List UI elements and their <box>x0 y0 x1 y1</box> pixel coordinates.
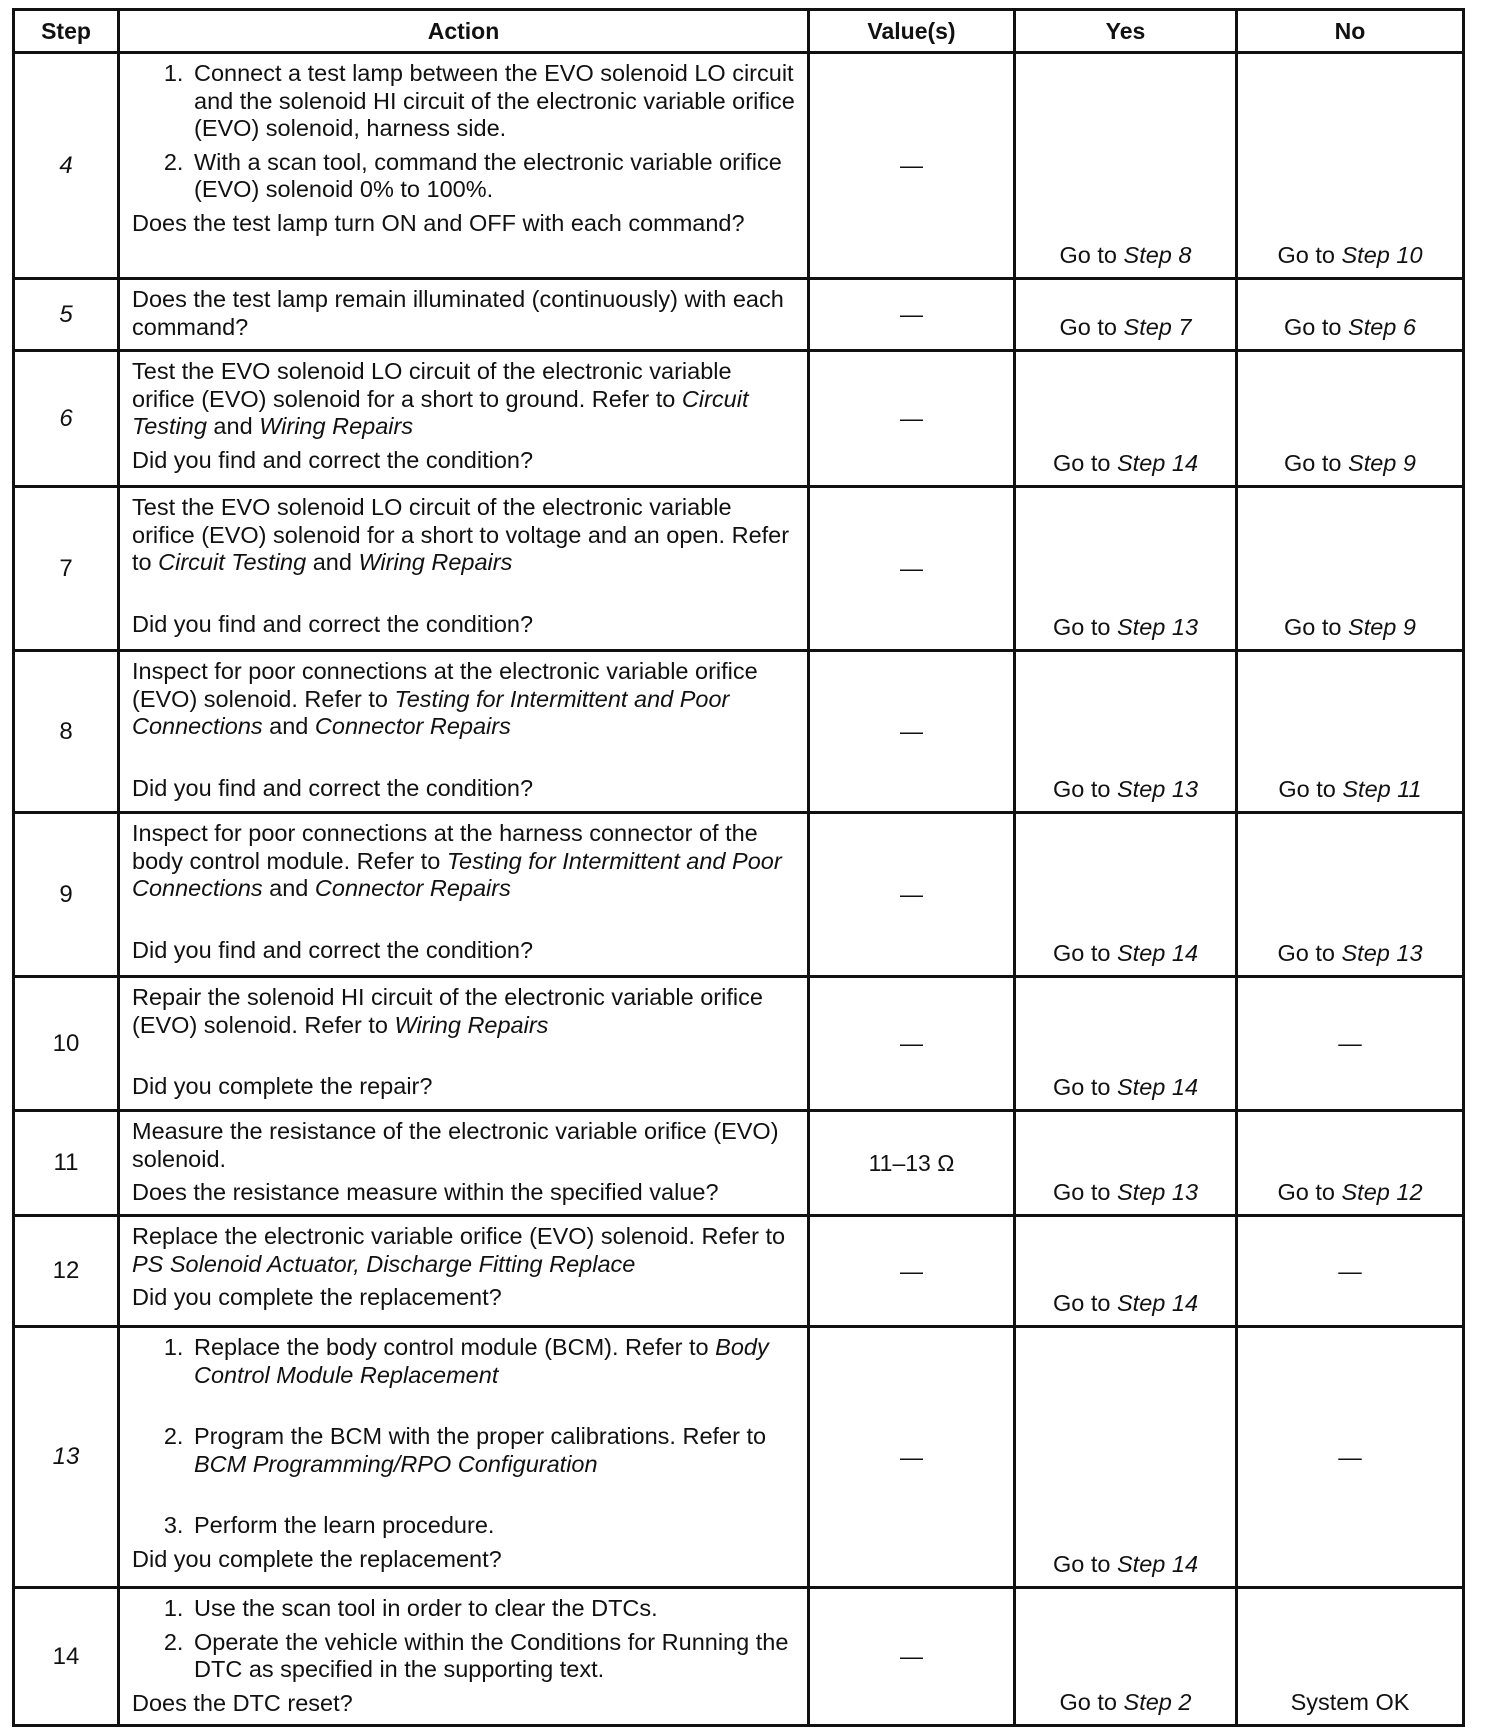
goto-link[interactable]: Go to Step 12 <box>1277 1179 1423 1205</box>
goto-link[interactable]: Go to Step 7 <box>1059 314 1192 340</box>
step-number: 14 <box>14 1588 119 1726</box>
action-question: Did you find and correct the condition? <box>132 936 534 963</box>
action-list-item: 2. Operate the vehicle within the Conditions for Running the DTC as specified in the supporting text. <box>190 1629 799 1684</box>
action-question: Did you complete the replacement? <box>132 1545 502 1572</box>
step-number: 8 <box>14 651 119 813</box>
goto-link[interactable]: Go to Step 14 <box>1052 1074 1199 1100</box>
no-cell <box>1237 53 1464 279</box>
value-cell: — <box>809 279 1015 351</box>
action-question: Did you complete the repair? <box>132 1073 433 1099</box>
value-cell: — <box>809 651 1015 813</box>
step-number: 9 <box>14 813 119 977</box>
goto-link[interactable]: Go to Step 13 <box>1277 940 1423 966</box>
step-number: 6 <box>14 351 119 487</box>
value-cell: — <box>809 977 1015 1111</box>
action-cell <box>119 651 809 813</box>
table-header-row <box>14 10 1464 53</box>
action-list-item: 2. With a scan tool, command the electronic variable orifice (EVO) solenoid 0% to 100%. <box>190 149 799 204</box>
header-no: No <box>1237 10 1464 53</box>
no-cell: — <box>1237 1327 1464 1588</box>
yes-cell <box>1015 651 1237 813</box>
reference-link[interactable]: Connector Repairs <box>314 875 511 901</box>
action-cell <box>119 279 809 351</box>
action-cell <box>119 351 809 487</box>
no-cell: — <box>1237 1216 1464 1327</box>
value-cell: — <box>809 487 1015 651</box>
no-cell <box>1237 1111 1464 1216</box>
yes-cell <box>1015 351 1237 487</box>
step-number: 13 <box>14 1327 119 1588</box>
action-question: Did you find and correct the condition? <box>132 610 534 637</box>
table-row <box>14 1327 1464 1588</box>
reference-link[interactable]: Testing for Intermittent and Poor Connections <box>132 847 782 901</box>
yes-cell <box>1015 1327 1237 1588</box>
table-row <box>14 487 1464 651</box>
header-value: Value(s) <box>809 10 1015 53</box>
no-cell: System OK <box>1237 1588 1464 1726</box>
action-cell <box>119 813 809 977</box>
action-cell <box>119 1588 809 1726</box>
action-cell <box>119 1327 809 1588</box>
goto-link[interactable]: Go to Step 14 <box>1052 450 1199 476</box>
action-cell <box>119 53 809 279</box>
action-list-item: 2. Program the BCM with the proper calibrations. Refer to BCM Programming/RPO Configuration <box>190 1423 799 1478</box>
table-row <box>14 651 1464 813</box>
table-row <box>14 977 1464 1111</box>
goto-link[interactable]: Go to Step 2 <box>1059 1689 1192 1715</box>
action-text: Inspect for poor connections at the harness connector of the body control module. Refer to Testing for Intermittent and Poor Connections and Connector Repairs <box>132 820 782 901</box>
table-row <box>14 279 1464 351</box>
action-text: Replace the electronic variable orifice (EVO) solenoid. Refer to PS Solenoid Actuator, Discharge Fitting Replace <box>132 1223 786 1277</box>
reference-link[interactable]: Wiring Repairs <box>358 549 513 575</box>
action-cell <box>119 487 809 651</box>
action-text: Inspect for poor connections at the electronic variable orifice (EVO) solenoid. Refer to Testing for Intermittent and Poor Connections and Connector Repairs <box>132 658 758 739</box>
goto-link[interactable]: Go to Step 13 <box>1052 776 1199 802</box>
yes-cell <box>1015 1216 1237 1327</box>
reference-link[interactable]: Wiring Repairs <box>259 413 414 439</box>
reference-link[interactable]: Circuit Testing <box>158 549 307 575</box>
value-cell: — <box>809 351 1015 487</box>
yes-cell <box>1015 487 1237 651</box>
no-cell <box>1237 651 1464 813</box>
header-yes: Yes <box>1015 10 1237 53</box>
goto-link[interactable]: Go to Step 9 <box>1284 614 1416 640</box>
yes-cell <box>1015 977 1237 1111</box>
action-list-item: 3. Perform the learn procedure. <box>190 1512 799 1540</box>
no-cell <box>1237 813 1464 977</box>
no-cell: — <box>1237 977 1464 1111</box>
no-cell <box>1237 279 1464 351</box>
goto-link[interactable]: Go to Step 14 <box>1052 940 1199 966</box>
goto-link[interactable]: Go to Step 8 <box>1059 242 1192 268</box>
yes-cell <box>1015 279 1237 351</box>
table-row <box>14 813 1464 977</box>
action-question: Does the DTC reset? <box>132 1689 353 1716</box>
no-cell <box>1237 487 1464 651</box>
table-row <box>14 1216 1464 1327</box>
yes-cell <box>1015 813 1237 977</box>
header-action: Action <box>119 10 809 53</box>
header-step: Step <box>14 10 119 53</box>
action-question: Does the resistance measure within the specified value? <box>132 1179 719 1205</box>
value-cell: — <box>809 53 1015 279</box>
reference-link[interactable]: Wiring Repairs <box>394 1011 549 1038</box>
action-question: Does the test lamp remain illuminated (continuously) with each command? <box>132 286 784 340</box>
reference-link[interactable]: PS Solenoid Actuator, Discharge Fitting Replace <box>132 1250 636 1277</box>
action-cell <box>119 1111 809 1216</box>
action-text: Repair the solenoid HI circuit of the electronic variable orifice (EVO) solenoid. Refer to Wiring Repairs <box>132 984 763 1038</box>
table-row <box>14 1111 1464 1216</box>
goto-link[interactable]: Go to Step 13 <box>1052 1179 1199 1205</box>
table-row <box>14 1588 1464 1726</box>
goto-link[interactable]: Go to Step 14 <box>1052 1551 1199 1577</box>
action-text: Test the EVO solenoid LO circuit of the electronic variable orifice (EVO) solenoid for a short to ground. Refer to Circuit Testing and Wiring Repairs <box>132 358 749 439</box>
yes-cell <box>1015 1588 1237 1726</box>
action-question: Did you find and correct the condition? <box>132 446 534 473</box>
reference-link[interactable]: Circuit Testing <box>132 385 749 439</box>
step-number: 5 <box>14 279 119 351</box>
action-text: Measure the resistance of the electronic variable orifice (EVO) solenoid. <box>132 1118 779 1172</box>
goto-link[interactable]: Go to Step 6 <box>1284 314 1416 340</box>
action-question: Did you complete the replacement? <box>132 1284 502 1310</box>
reference-link[interactable]: Body Control Module Replacement <box>194 1334 769 1388</box>
value-cell: — <box>809 1216 1015 1327</box>
action-text: Test the EVO solenoid LO circuit of the electronic variable orifice (EVO) solenoid for a short to voltage and an open. Refer to Circuit Testing and Wiring Repairs <box>132 494 790 575</box>
value-cell: — <box>809 1327 1015 1588</box>
table-row <box>14 53 1464 279</box>
action-cell <box>119 1216 809 1327</box>
diagnostic-table <box>12 8 1465 1727</box>
action-list-item: 1. Replace the body control module (BCM). Refer to Body Control Module Replacement <box>190 1334 799 1389</box>
action-list-item: 1. Connect a test lamp between the EVO solenoid LO circuit and the solenoid HI circuit of the electronic variable orifice (EVO) solenoid, harness side. <box>190 60 799 143</box>
value-cell: 11–13 Ω <box>809 1111 1015 1216</box>
step-number: 4 <box>14 53 119 279</box>
no-cell <box>1237 351 1464 487</box>
goto-link[interactable]: Go to Step 9 <box>1284 450 1416 476</box>
goto-link[interactable]: Go to Step 11 <box>1278 776 1422 802</box>
step-number: 7 <box>14 487 119 651</box>
action-question: Does the test lamp turn ON and OFF with each command? <box>132 209 745 236</box>
action-question: Did you find and correct the condition? <box>132 774 534 801</box>
reference-link[interactable]: Testing for Intermittent and Poor Connections <box>132 685 730 739</box>
goto-link[interactable]: Go to Step 14 <box>1052 1290 1199 1316</box>
goto-link[interactable]: Go to Step 10 <box>1277 242 1423 268</box>
reference-link[interactable]: Connector Repairs <box>314 713 511 739</box>
yes-cell <box>1015 53 1237 279</box>
reference-link[interactable]: BCM Programming/RPO Configuration <box>194 1450 598 1477</box>
value-cell: — <box>809 813 1015 977</box>
action-list-item: 1. Use the scan tool in order to clear the DTCs. <box>190 1595 799 1623</box>
step-number: 11 <box>14 1111 119 1216</box>
step-number: 12 <box>14 1216 119 1327</box>
action-cell <box>119 977 809 1111</box>
step-number: 10 <box>14 977 119 1111</box>
goto-link[interactable]: Go to Step 13 <box>1052 614 1199 640</box>
yes-cell <box>1015 1111 1237 1216</box>
value-cell: — <box>809 1588 1015 1726</box>
table-row <box>14 351 1464 487</box>
